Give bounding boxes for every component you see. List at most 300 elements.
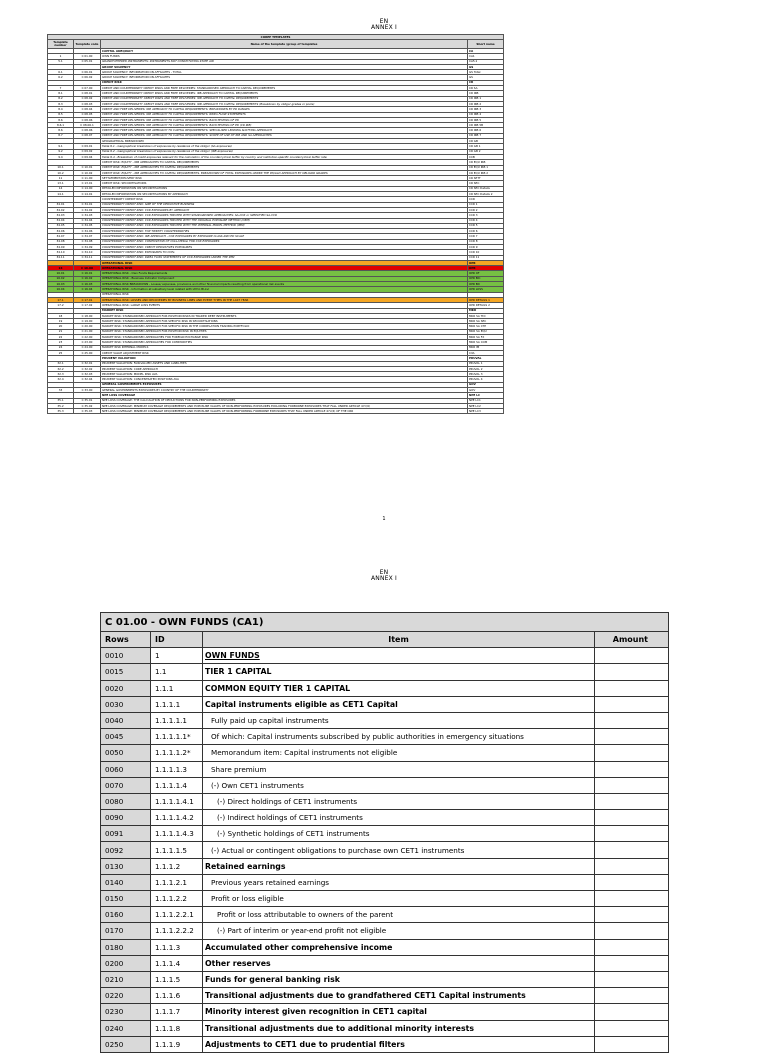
template-code: C 09.04 (74, 154, 101, 159)
template-short-name: CR (468, 80, 504, 85)
template-code: C 34.05 (74, 223, 101, 228)
template-number: 8.2 (48, 96, 74, 101)
row-item-label: (-) Part of interim or year-end profit not eligible (217, 926, 387, 936)
row-code: 0200 (101, 955, 151, 971)
template-name: CREDIT AND FREE DELIVERIES: IRB APPROACH TO CAPITAL REQUIREMENTS: SPECIALISED LENDING SLOTTING APPROACH (101, 128, 468, 133)
template-name: MARKET RISK: STANDARDISED APPROACHES FOR FOREIGN EXCHANGE RISK (101, 335, 468, 340)
row-code: 0030 (101, 696, 151, 712)
template-number: 8.4 (48, 107, 74, 112)
row-id: 1 (151, 648, 203, 664)
row-id: 1.1.1.1.1 (151, 712, 203, 728)
template-number: 35.2 (48, 403, 74, 408)
template-name: PRUDENT VALUATION: MODEL RISK AVA (101, 372, 468, 377)
template-code: C 19.00 (74, 319, 101, 324)
row-item (203, 810, 595, 826)
template-code: C 22.00 (74, 335, 101, 340)
template-short-name: CA1 (468, 54, 504, 59)
row-amount[interactable] (595, 761, 669, 777)
template-number: 10.2 (48, 170, 74, 175)
template-name: OPERATIONAL RISK - Information at subsidiary level related with LM to BI-Lvl (101, 287, 468, 292)
col-id: ID (151, 632, 203, 648)
row-item-label: Adjustments to CET1 due to prudential filters (205, 1039, 405, 1049)
row-code: 0170 (101, 923, 151, 939)
template-short-name: CCR 9 (468, 244, 504, 249)
template-short-name: MKR SA SEC (468, 319, 504, 324)
template-number: 11 (48, 176, 74, 181)
row-item-label: TIER 1 CAPITAL (205, 667, 272, 677)
template-code: C 10.02 (74, 170, 101, 175)
template-short-name: CR IRB 4 (468, 112, 504, 117)
template-name: OPERATIONAL RISK - Business Indicator Component (101, 276, 468, 281)
row-id: 1.1.1.8 (151, 1020, 203, 1036)
template-number: 21 (48, 329, 74, 334)
row-item-label: Retained earnings (205, 861, 286, 871)
template-code: C 08.07 (74, 133, 101, 138)
template-short-name: PRUVAL 2 (468, 366, 504, 371)
template-code: C 32.03 (74, 372, 101, 377)
template-name: MARKET RISK INTERNAL MODELS (101, 345, 468, 350)
template-short-name: OPR LOSS (468, 287, 504, 292)
template-short-name: CCR (468, 197, 504, 202)
template-short-name: CR IRB 5 (468, 117, 504, 122)
own-funds-table (100, 612, 669, 1053)
template-short-name: CCR 3 (468, 213, 504, 218)
template-code: C 32.01 (74, 361, 101, 366)
template-number: 32.4 (48, 377, 74, 382)
row-amount[interactable] (595, 810, 669, 826)
template-number: 5.1 (48, 59, 74, 64)
col-rows: Rows (101, 632, 151, 648)
template-name: COUNTERPARTY CREDIT RISK: EXPOSURES TO CCPs (101, 250, 468, 255)
template-name: CREDIT RISK (101, 80, 468, 85)
row-item (203, 729, 595, 745)
template-code: C 09.02 (74, 149, 101, 154)
page1-header (0, 19, 768, 31)
row-amount[interactable] (595, 891, 669, 907)
template-number: 20 (48, 324, 74, 329)
row-amount[interactable] (595, 712, 669, 728)
template-code: C 17.02 (74, 303, 101, 308)
template-short-name: PRUVAL 1 (468, 361, 504, 366)
row-id: 1.1.1.1.4.2 (151, 810, 203, 826)
template-name: GEOGRAPHICAL BREAKDOWN (101, 139, 468, 144)
row-id: 1.1.1.1.3 (151, 761, 203, 777)
template-code: C 09.01 (74, 144, 101, 149)
template-code: C 25.00 (74, 350, 101, 355)
template-short-name: CR SETT (468, 176, 504, 181)
row-code: 0180 (101, 939, 151, 955)
own-funds-row (101, 988, 669, 1004)
row-amount[interactable] (595, 680, 669, 696)
template-number: 8.7 (48, 133, 74, 138)
template-name: GRANDFATHERED INSTRUMENTS: INSTRUMENTS NOT CONSTITUTING STATE AID (101, 59, 468, 64)
template-code: C 08.06.1 (74, 123, 101, 128)
template-number: 7 (48, 86, 74, 91)
template-number: 8.1 (48, 91, 74, 96)
own-funds-row (101, 826, 669, 842)
template-number: 35.3 (48, 409, 74, 414)
template-name: CREDIT AND COUNTERPARTY CREDIT RISKS AND FREE DELIVERIES: IRB APPROACH TO CAPITAL REQUIREMENTS (101, 91, 468, 96)
template-short-name: CCR 7 (468, 234, 504, 239)
template-number: 22 (48, 335, 74, 340)
template-name: PRUDENT VALUATION: FAIR-VALUED ASSETS AND LIABILITIES (101, 361, 468, 366)
template-number: 34.05 (48, 223, 74, 228)
template-short-name: CR SA (468, 86, 504, 91)
template-number: 14.1 (48, 192, 74, 197)
template-short-name: OPR (468, 260, 504, 265)
template-number: 34.09 (48, 244, 74, 249)
row-item-label: Fully paid up capital instruments (211, 716, 329, 726)
template-name: SETTLEMENT/DELIVERY RISK (101, 176, 468, 181)
template-short-name: GS (468, 64, 504, 69)
template-code: C 13.01 (74, 181, 101, 186)
template-number: 8.6 (48, 128, 74, 133)
own-funds-row (101, 745, 669, 761)
row-code: 0090 (101, 810, 151, 826)
col-template-code: Template code (74, 40, 101, 49)
template-short-name: CR IRB 5B (468, 123, 504, 128)
row-id: 1.1.1.2 (151, 858, 203, 874)
row-id: 1.1.1.1.2* (151, 745, 203, 761)
template-code: C 14.00 (74, 186, 101, 191)
row-code: 0150 (101, 891, 151, 907)
template-name: OPERATIONAL RISK BREAKDOWN - Losses/ expenses, provisions and other financial impacts resulting from operational risk events (101, 282, 468, 287)
row-item-label: Minority interest given recognition in CET1 capital (205, 1007, 427, 1017)
own-funds-row (101, 1020, 669, 1036)
template-code: C 32.04 (74, 377, 101, 382)
template-short-name: CA (468, 49, 504, 54)
template-name: COUNTERPARTY CREDIT RISK: CREDIT DERIVATIVES EXPOSURES (101, 244, 468, 249)
row-code: 0220 (101, 988, 151, 1004)
row-amount[interactable] (595, 988, 669, 1004)
row-code: 0091 (101, 826, 151, 842)
template-short-name: MKR SA TDI (468, 313, 504, 318)
template-short-name: NPE LC1 (468, 398, 504, 403)
template-number: 16.01 (48, 271, 74, 276)
row-amount[interactable] (595, 939, 669, 955)
template-number: 35.1 (48, 398, 74, 403)
template-number: 34.07 (48, 234, 74, 239)
template-short-name: CCR 1 (468, 202, 504, 207)
template-short-name: CR IRB 2 (468, 101, 504, 106)
template-row (48, 409, 504, 414)
row-amount[interactable] (595, 858, 669, 874)
template-short-name: CCB (468, 154, 504, 159)
own-funds-title: C 01.00 - OWN FUNDS (CA1) (101, 613, 669, 632)
template-short-name: CR EQU IRB 1 (468, 165, 504, 170)
template-short-name: GS (468, 75, 504, 80)
row-id: 1.1.1.2.2.1 (151, 907, 203, 923)
row-item-label: Memorandum item: Capital instruments not eligible (211, 748, 398, 758)
template-number: 9.1 (48, 144, 74, 149)
row-item (203, 777, 595, 793)
row-id: 1.1.1 (151, 680, 203, 696)
template-number: 32.2 (48, 366, 74, 371)
template-short-name: OPR OF (468, 271, 504, 276)
template-short-name: MKR SA CTP (468, 324, 504, 329)
template-name: CREDIT VALUE ADJUSTMENT RISK (101, 350, 468, 355)
template-number: 14 (48, 186, 74, 191)
row-amount[interactable] (595, 745, 669, 761)
row-item (203, 826, 595, 842)
row-item-label: (-) Actual or contingent obligations to purchase own CET1 instruments (211, 845, 465, 855)
template-number: 34.10 (48, 250, 74, 255)
row-amount[interactable] (595, 842, 669, 858)
template-name: OPERATIONAL RISK - Own Funds Requirements (101, 271, 468, 276)
template-code: C 14.01 (74, 192, 101, 197)
row-item (203, 955, 595, 971)
template-name: CREDIT AND FREE DELIVERIES: IRB APPROACH TO CAPITAL REQUIREMENTS: SCOPE OF USE OF IRB AND SA APPROACHES (101, 133, 468, 138)
row-item (203, 1004, 595, 1020)
template-name: COUNTERPARTY CREDIT RISK: CCR EXPOSURES TREATED WITH STANDARDISED APPROACHES: SA-CCR or SIMPLIFIED SA-CCR (101, 213, 468, 218)
row-item-label: Profit or loss attributable to owners of the parent (217, 910, 394, 920)
row-id: 1.1.1.1.1* (151, 729, 203, 745)
template-code: C 11.00 (74, 176, 101, 181)
template-number: 18 (48, 313, 74, 318)
template-code: C 34.09 (74, 244, 101, 249)
row-code: 0130 (101, 858, 151, 874)
template-code: C 24.00 (74, 345, 101, 350)
template-code: C 06.01 (74, 70, 101, 75)
row-item (203, 696, 595, 712)
template-number: 10.1 (48, 165, 74, 170)
row-amount[interactable] (595, 648, 669, 664)
row-item-label: Previous years retained earnings (211, 877, 330, 887)
row-amount[interactable] (595, 971, 669, 987)
template-number: 34.06 (48, 229, 74, 234)
template-number: 34.04 (48, 218, 74, 223)
template-short-name: PRUVAL (468, 356, 504, 361)
own-funds-row (101, 777, 669, 793)
template-name: Table 9.4 - Breakdown of credit exposures relevant for the calculation of the countercyclical buffer by country and institution-specific countercyclical buffer rate (101, 154, 468, 159)
template-name: CREDIT RISK: SECURITISATIONS (101, 181, 468, 186)
row-item (203, 891, 595, 907)
template-short-name: CCR 4 (468, 218, 504, 223)
template-short-name: GOV (468, 388, 504, 393)
template-code: C 34.07 (74, 234, 101, 239)
template-code: C 34.02 (74, 207, 101, 212)
template-short-name: CR EQU IRB 2 (468, 170, 504, 175)
template-code: C 35.03 (74, 409, 101, 414)
template-name: NPE LOSS COVERAGE: MINIMUM COVERAGE REQUIREMENTS AND EXPOSURE VALUES OF NON-PERFORMING EXPOSURES EXCLUDING FORBORNE EXPOSURES THAT FALL UNDER ARTICLE 47c(6) (101, 403, 468, 408)
row-item-label: (-) Own CET1 instruments (211, 780, 304, 790)
template-name: COUNTERPARTY CREDIT RISK: CCR EXPOSURES TREATED WITH THE INTERNAL MODEL METHOD (IMM) (101, 223, 468, 228)
row-amount[interactable] (595, 1036, 669, 1052)
page1-header-lang: EN (379, 18, 389, 25)
row-code: 0230 (101, 1004, 151, 1020)
template-number: 24 (48, 345, 74, 350)
row-item-label: Accumulated other comprehensive income (205, 942, 393, 952)
row-amount[interactable] (595, 777, 669, 793)
own-funds-row (101, 761, 669, 777)
row-code: 0092 (101, 842, 151, 858)
template-code: C 06.02 (74, 75, 101, 80)
row-id: 1.1.1.2.2 (151, 891, 203, 907)
template-name: GENERAL GOVERNMENTS EXPOSURES (101, 382, 468, 387)
template-name: PRUDENT VALUATION: CORE APPROACH (101, 366, 468, 371)
row-id: 1.1.1.6 (151, 988, 203, 1004)
row-amount[interactable] (595, 955, 669, 971)
template-short-name: CR GB (468, 139, 504, 144)
row-id: 1.1.1.1 (151, 696, 203, 712)
row-item (203, 1036, 595, 1052)
own-funds-row (101, 648, 669, 664)
row-item (203, 923, 595, 939)
row-id: 1.1.1.3 (151, 939, 203, 955)
template-number: 32.1 (48, 361, 74, 366)
template-short-name: MKR SA COM (468, 340, 504, 345)
template-short-name: CR IRB 3 (468, 107, 504, 112)
template-name: MARKET RISK: STANDARDISED APPROACHES FOR COMMODITIES (101, 340, 468, 345)
row-item-label: Share premium (211, 764, 267, 774)
template-name: GENERAL GOVERNMENTS EXPOSURES BY COUNTRY OF THE COUNTERPARTY (101, 388, 468, 393)
template-name: DETAILED INFORMATION ON SECURITISATIONS BY APPROACH (101, 192, 468, 197)
row-id: 1.1 (151, 664, 203, 680)
page2-header-lang: EN (379, 569, 389, 576)
template-code: C 34.06 (74, 229, 101, 234)
template-number: 34.03 (48, 213, 74, 218)
template-short-name: CR GB 1 (468, 144, 504, 149)
template-name: PRUDENT VALUATION (101, 356, 468, 361)
row-id: 1.1.1.5 (151, 971, 203, 987)
row-item (203, 664, 595, 680)
row-amount[interactable] (595, 696, 669, 712)
row-amount[interactable] (595, 923, 669, 939)
template-number: 23 (48, 340, 74, 345)
template-code: C 08.06 (74, 117, 101, 122)
own-funds-row (101, 1004, 669, 1020)
template-code: C 21.00 (74, 329, 101, 334)
row-amount[interactable] (595, 826, 669, 842)
row-amount[interactable] (595, 793, 669, 809)
row-code: 0070 (101, 777, 151, 793)
template-name: CREDIT RISK: EQUITY - IRB APPROACHES TO CAPITAL REQUIREMENTS (101, 165, 468, 170)
row-amount[interactable] (595, 907, 669, 923)
row-item-label: Transitional adjustments due to additional minority interests (205, 1023, 474, 1033)
own-funds-row (101, 971, 669, 987)
own-funds-row (101, 858, 669, 874)
template-name: COUNTERPARTY CREDIT RISK: SIZE OF THE DERIVATIVE BUSINESS (101, 202, 468, 207)
row-item (203, 907, 595, 923)
template-name: OPERATIONAL RISK (101, 266, 468, 271)
template-short-name: CCR 2 (468, 207, 504, 212)
row-id: 1.1.1.7 (151, 1004, 203, 1020)
corep-table-title: COREP TEMPLATES (48, 35, 504, 40)
template-short-name: CCR 8 (468, 239, 504, 244)
template-short-name: CCR 5 (468, 223, 504, 228)
template-short-name: CR SEC Details 2 (468, 192, 504, 197)
template-code: C 34.03 (74, 213, 101, 218)
template-name: OPERATIONAL RISK (101, 292, 468, 297)
template-name: COUNTERPARTY CREDIT RISK: CCR EXPOSURES TREATED WITH THE ORIGINAL EXPOSURE METHOD (OEM) (101, 218, 468, 223)
row-id: 1.1.1.9 (151, 1036, 203, 1052)
template-name: GROUP SOLVENCY (101, 64, 468, 69)
row-item-label: Other reserves (205, 958, 271, 968)
row-item-label: Funds for general banking risk (205, 975, 340, 985)
template-short-name: MKR (468, 308, 504, 313)
template-number: 32.3 (48, 372, 74, 377)
template-code: C 35.01 (74, 398, 101, 403)
row-amount[interactable] (595, 1020, 669, 1036)
template-number: 8.6 (48, 117, 74, 122)
template-code: C 05.01 (74, 59, 101, 64)
template-number: 17.1 (48, 297, 74, 302)
template-number: 25 (48, 350, 74, 355)
col-template-name: Name of the template /group of templates (101, 40, 468, 49)
template-number: 9.4 (48, 154, 74, 159)
corep-templates-table (47, 34, 504, 414)
row-code: 0080 (101, 793, 151, 809)
template-short-name: CR IRB 7 (468, 133, 504, 138)
row-amount[interactable] (595, 874, 669, 890)
template-name: GROUP SOLVENCY: INFORMATION ON AFFILIATES (101, 75, 468, 80)
template-short-name: CCR 11 (468, 255, 504, 260)
template-short-name: OPR BD (468, 282, 504, 287)
template-short-name: MKR SA EQU (468, 329, 504, 334)
template-number: 6.2 (48, 75, 74, 80)
row-code: 0210 (101, 971, 151, 987)
own-funds-row (101, 729, 669, 745)
row-item-label: (-) Direct holdings of CET1 instruments (217, 796, 358, 806)
row-item (203, 648, 595, 664)
row-item (203, 680, 595, 696)
page1-number: 1 (382, 516, 386, 522)
template-code: C 18.00 (74, 313, 101, 318)
own-funds-row (101, 664, 669, 680)
template-code: C 08.06 (74, 128, 101, 133)
template-name: COUNTERPARTY CREDIT RISK: CCR EXPOSURES BY APPROACH (101, 207, 468, 212)
template-short-name: CR SEC Details (468, 186, 504, 191)
template-code: C 08.02 (74, 96, 101, 101)
template-short-name: CR SEC (468, 181, 504, 186)
col-short-name: Short name (468, 40, 504, 49)
template-name: CREDIT AND COUNTERPARTY CREDIT RISKS AND FREE DELIVERIES: STANDARDISED APPROACH TO CAPITAL REQUIREMENTS (101, 86, 468, 91)
row-amount[interactable] (595, 729, 669, 745)
row-item-label: Of which: Capital instruments subscribed by public authorities in emergency situations (211, 732, 524, 742)
row-item (203, 745, 595, 761)
template-number: 16.03 (48, 282, 74, 287)
corep-table-body (48, 49, 504, 414)
template-number: 33 (48, 388, 74, 393)
row-item (203, 712, 595, 728)
own-funds-row (101, 923, 669, 939)
template-short-name: CR IRB (468, 91, 504, 96)
own-funds-row (101, 842, 669, 858)
own-funds-row (101, 907, 669, 923)
template-code: C 34.10 (74, 250, 101, 255)
own-funds-row (101, 891, 669, 907)
row-id: 1.1.1.2.1 (151, 874, 203, 890)
row-amount[interactable] (595, 664, 669, 680)
template-number: 8.6.1 (48, 123, 74, 128)
template-number: 9.2 (48, 149, 74, 154)
row-item (203, 874, 595, 890)
template-name: OPERATIONAL RISK: LOSSES AND RECOVERIES BY BUSINESS LINES AND EVENT TYPES IN THE LAST YEAR (101, 297, 468, 302)
own-funds-row (101, 939, 669, 955)
template-short-name: GOV (468, 382, 504, 387)
template-name: OWN FUNDS (101, 54, 468, 59)
template-code: C 16.01 (74, 271, 101, 276)
row-item (203, 988, 595, 1004)
template-code: C 33.00 (74, 388, 101, 393)
template-name: MARKET RISK: STANDARDISED APPROACH FOR SPECIFIC RISK IN THE CORRELATION TRADING PORTFOLIO (101, 324, 468, 329)
template-code: C 08.03 (74, 101, 101, 106)
row-id: 1.1.1.1.5 (151, 842, 203, 858)
template-code: C 16.02 (74, 276, 101, 281)
template-short-name: CA5.1 (468, 59, 504, 64)
template-name: NPE LOSS COVERAGE (101, 393, 468, 398)
row-amount[interactable] (595, 1004, 669, 1020)
